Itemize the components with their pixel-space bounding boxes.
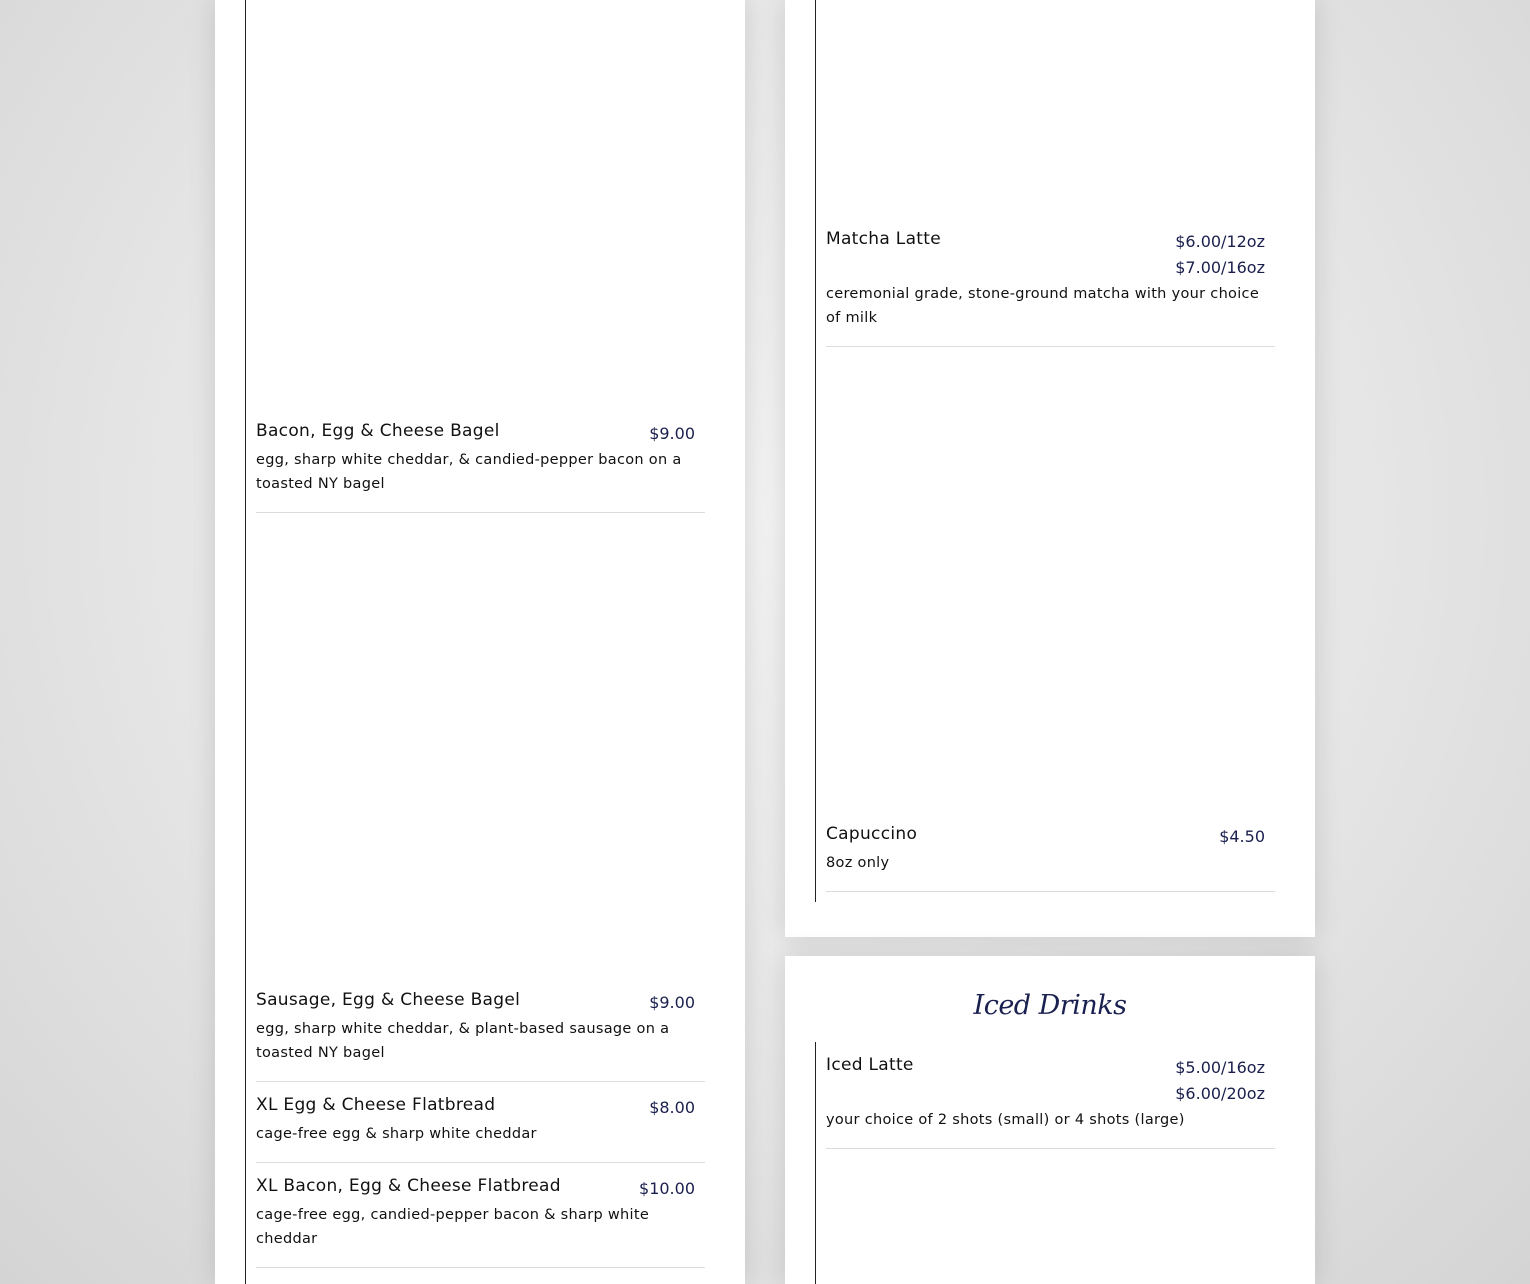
item-image-slot xyxy=(826,0,1276,210)
item-description: cage-free egg & sharp white cheddar xyxy=(256,1126,537,1142)
menu-card-breakfast xyxy=(215,0,745,1284)
item-description: 8oz only xyxy=(826,855,890,871)
item-price: $9.00 xyxy=(649,424,695,443)
item-name: Bacon, Egg & Cheese Bagel xyxy=(256,421,500,441)
column-rule xyxy=(815,0,816,902)
item-image-slot xyxy=(256,0,706,400)
item-name: Capuccino xyxy=(826,824,918,844)
item-description: your choice of 2 shots (small) or 4 shots (large) xyxy=(826,1112,1185,1128)
menu-item[interactable] xyxy=(256,990,705,1082)
item-name: Matcha Latte xyxy=(826,229,941,249)
column-rule xyxy=(245,0,246,1284)
item-description: egg, sharp white cheddar, & candied-pepper bacon on a toasted NY bagel xyxy=(256,452,682,492)
menu-item[interactable] xyxy=(826,1055,1275,1149)
item-price: $10.00 xyxy=(639,1179,695,1198)
item-divider xyxy=(826,891,1275,892)
item-divider xyxy=(256,1162,705,1163)
item-divider xyxy=(256,1081,705,1082)
item-name: Iced Latte xyxy=(826,1055,914,1075)
section-title: Iced Drinks xyxy=(973,990,1127,1021)
item-price-list xyxy=(1175,1055,1265,1107)
item-name: XL Egg & Cheese Flatbread xyxy=(256,1095,496,1115)
item-name: Sausage, Egg & Cheese Bagel xyxy=(256,990,521,1010)
item-price: $6.00/12oz xyxy=(1175,232,1265,251)
item-price-list xyxy=(1175,229,1265,281)
item-price: $6.00/20oz xyxy=(1175,1084,1265,1103)
column-rule xyxy=(815,1042,816,1284)
item-description: egg, sharp white cheddar, & plant-based sausage on a toasted NY bagel xyxy=(256,1021,670,1061)
item-divider xyxy=(256,1267,705,1268)
item-image-slot xyxy=(256,525,706,965)
item-image-slot xyxy=(826,360,1276,800)
item-divider xyxy=(256,512,705,513)
item-divider xyxy=(826,346,1275,347)
item-price: $4.50 xyxy=(1219,827,1265,846)
item-description: cage-free egg, candied-pepper bacon & sharp white cheddar xyxy=(256,1207,650,1247)
item-description: ceremonial grade, stone-ground matcha with your choice of milk xyxy=(826,286,1260,326)
item-name: XL Bacon, Egg & Cheese Flatbread xyxy=(256,1176,561,1196)
item-price: $5.00/16oz xyxy=(1175,1058,1265,1077)
menu-item[interactable] xyxy=(826,824,1275,892)
menu-item[interactable] xyxy=(826,229,1275,347)
item-divider xyxy=(826,1148,1275,1149)
item-price: $9.00 xyxy=(649,993,695,1012)
item-price: $7.00/16oz xyxy=(1175,258,1265,277)
menu-card-drinks xyxy=(785,0,1315,937)
menu-card-iced-drinks xyxy=(785,956,1315,1284)
menu-item[interactable] xyxy=(256,1095,705,1163)
menu-item[interactable] xyxy=(256,421,705,513)
item-image-slot xyxy=(826,1160,1276,1284)
item-price: $8.00 xyxy=(649,1098,695,1117)
menu-item[interactable] xyxy=(256,1176,705,1268)
